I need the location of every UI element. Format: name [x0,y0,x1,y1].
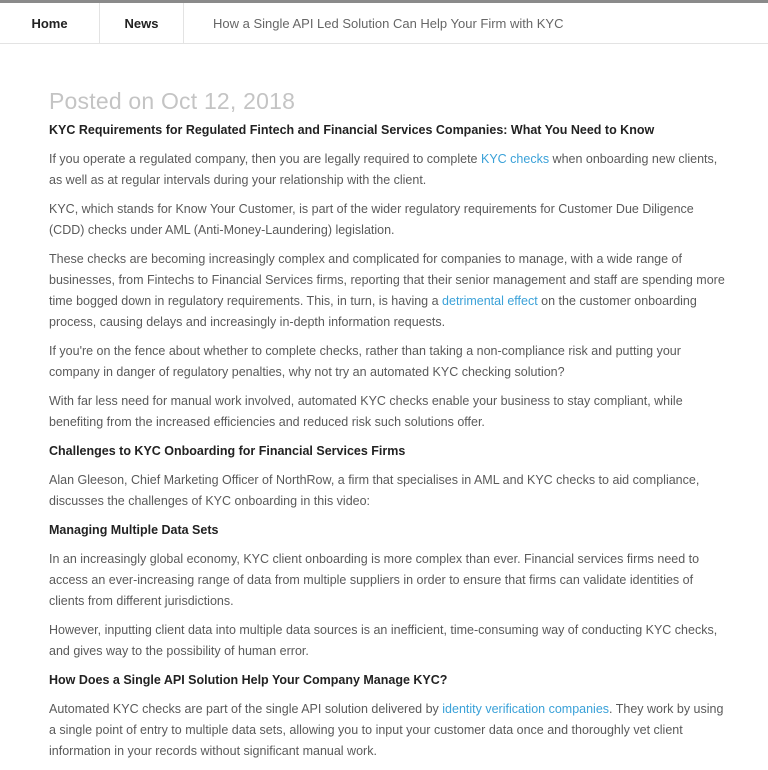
breadcrumb [0,3,768,44]
paragraph-3-text-a: These checks are becoming increasingly complex and complicated for companies to manage, with a wide range of businesses, from Fintechs to Financial Services firms, reporting that their senior management and staff are spending more time bogged down in regulatory requirements. This, in turn, is having a [49,252,725,308]
paragraph-8: However, inputting client data into multiple data sources is an inefficient, time-consuming way of conducting KYC checks, and gives way to the possibility of human error. [49,623,718,658]
paragraph-4: If you're on the fence about whether to complete checks, rather than taking a non-compliance risk and putting your company in danger of regulatory penalties, why not try an automated KYC checking solution? [49,344,681,379]
paragraph-1-text-b: when onboarding new clients, as well as at regular intervals during your relationship with the client. [49,152,718,187]
paragraph-9 [49,699,729,762]
article-heading-3: Managing Multiple Data Sets [49,523,219,537]
paragraph-1 [49,149,729,191]
paragraph-3-text-b: on the customer onboarding process, causing delays and increasingly in-depth information requests. [49,294,697,329]
paragraph-9-text-a: Automated KYC checks are part of the single API solution delivered by [49,702,443,716]
paragraph-5: With far less need for manual work involved, automated KYC checks enable your business to stay compliant, while benefiting from the increased efficiencies and reduced risk such solutions offer. [49,394,683,429]
paragraph-1-text-a: If you operate a regulated company, then you are legally required to complete [49,152,481,166]
breadcrumb-news-link[interactable]: News [100,3,184,43]
article-heading-2: Challenges to KYC Onboarding for Financial Services Firms [49,444,406,458]
posted-date: Posted on Oct 12, 2018 [49,88,296,114]
detrimental-effect-link[interactable]: detrimental effect [442,294,538,308]
breadcrumb-current: How a Single API Led Solution Can Help Your Firm with KYC [213,15,564,31]
paragraph-6: Alan Gleeson, Chief Marketing Officer of NorthRow, a firm that specialises in AML and KYC checks to aid compliance, discusses the challenges of KYC onboarding in this video: [49,473,700,508]
article [49,84,729,770]
article-heading-1: KYC Requirements for Regulated Fintech and Financial Services Companies: What You Need to Know [49,123,655,137]
article-heading-4: How Does a Single API Solution Help Your Company Manage KYC? [49,673,448,687]
paragraph-3 [49,249,729,333]
paragraph-2: KYC, which stands for Know Your Customer, is part of the wider regulatory requirements for Customer Due Diligence (CDD) checks under AML (Anti-Money-Laundering) legislation. [49,202,694,237]
paragraph-7: In an increasingly global economy, KYC client onboarding is more complex than ever. Financial services firms need to access an ever-increasing range of data from multiple suppliers in order to ensure that firms can validate identities of clients from different jurisdictions. [49,552,700,608]
paragraph-9-text-b: . They work by using a single point of entry to multiple data sets, allowing you to input your customer data once and thoroughly vet client information in your records without significant manual work. [49,702,724,758]
kyc-checks-link[interactable]: KYC checks [480,152,550,166]
identity-verification-link[interactable]: identity verification companies [442,702,610,716]
breadcrumb-home-link[interactable]: Home [0,3,100,43]
